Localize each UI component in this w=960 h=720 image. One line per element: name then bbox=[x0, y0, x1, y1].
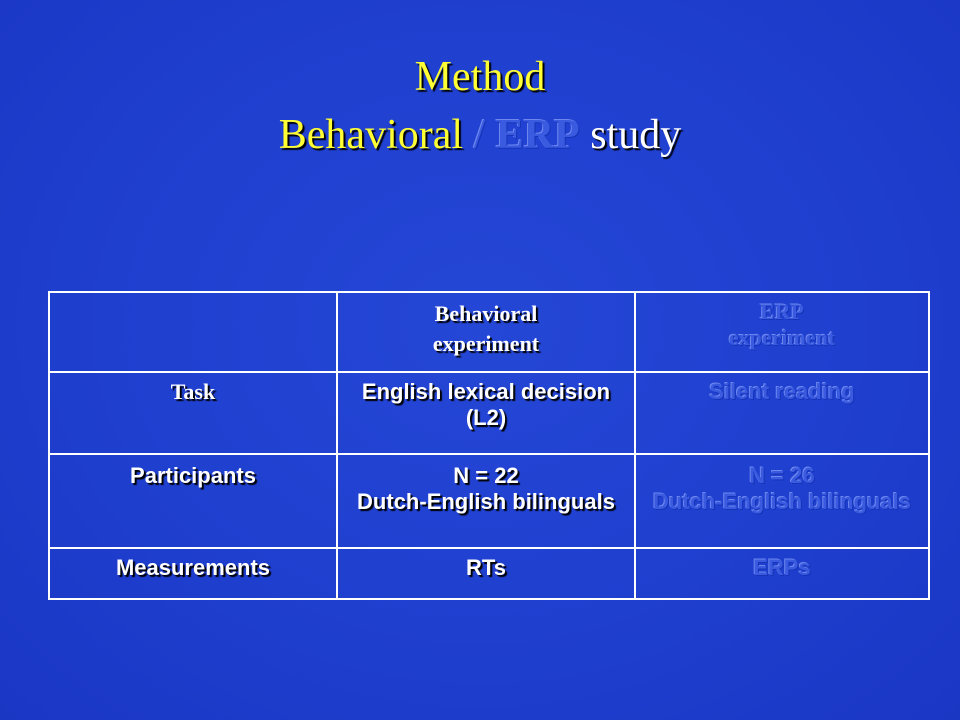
table-row-participants bbox=[49, 454, 929, 548]
title-study: study bbox=[579, 112, 682, 158]
table-header-row bbox=[49, 292, 929, 372]
row-label-measurements: Measurements bbox=[49, 548, 337, 599]
table-row-measurements bbox=[49, 548, 929, 599]
task-behavioral-cell: English lexical decision (L2) bbox=[337, 372, 635, 454]
participants-erp-cell bbox=[635, 454, 929, 548]
task-erp-cell: Silent reading bbox=[635, 372, 929, 454]
header-behavioral-line1: Behavioral bbox=[434, 301, 538, 326]
participants-erp-count: N = 26 bbox=[749, 463, 815, 488]
participants-behavioral-group: Dutch-English bilinguals bbox=[357, 489, 615, 514]
header-behavioral-line2: experiment bbox=[432, 331, 540, 356]
title-method: Method bbox=[414, 54, 546, 100]
measurements-behavioral-cell: RTs bbox=[337, 548, 635, 599]
title-behavioral: Behavioral bbox=[278, 112, 464, 158]
header-erp-line1: ERP bbox=[760, 299, 804, 324]
slide-subtitle bbox=[0, 111, 960, 159]
participants-erp-group: Dutch-English bilinguals bbox=[653, 489, 911, 514]
title-slash: / bbox=[463, 112, 496, 158]
slide-title bbox=[0, 53, 960, 101]
title-erp: ERP bbox=[495, 112, 580, 158]
header-erp-cell bbox=[635, 292, 929, 372]
method-table bbox=[48, 291, 930, 600]
row-label-participants: Participants bbox=[49, 454, 337, 548]
header-behavioral-cell bbox=[337, 292, 635, 372]
measurements-erp-cell: ERPs bbox=[635, 548, 929, 599]
header-empty-cell bbox=[49, 292, 337, 372]
row-label-task: Task bbox=[49, 372, 337, 454]
table-row-task bbox=[49, 372, 929, 454]
participants-behavioral-cell bbox=[337, 454, 635, 548]
header-erp-line2: experiment bbox=[728, 325, 836, 350]
participants-behavioral-count: N = 22 bbox=[453, 463, 519, 488]
